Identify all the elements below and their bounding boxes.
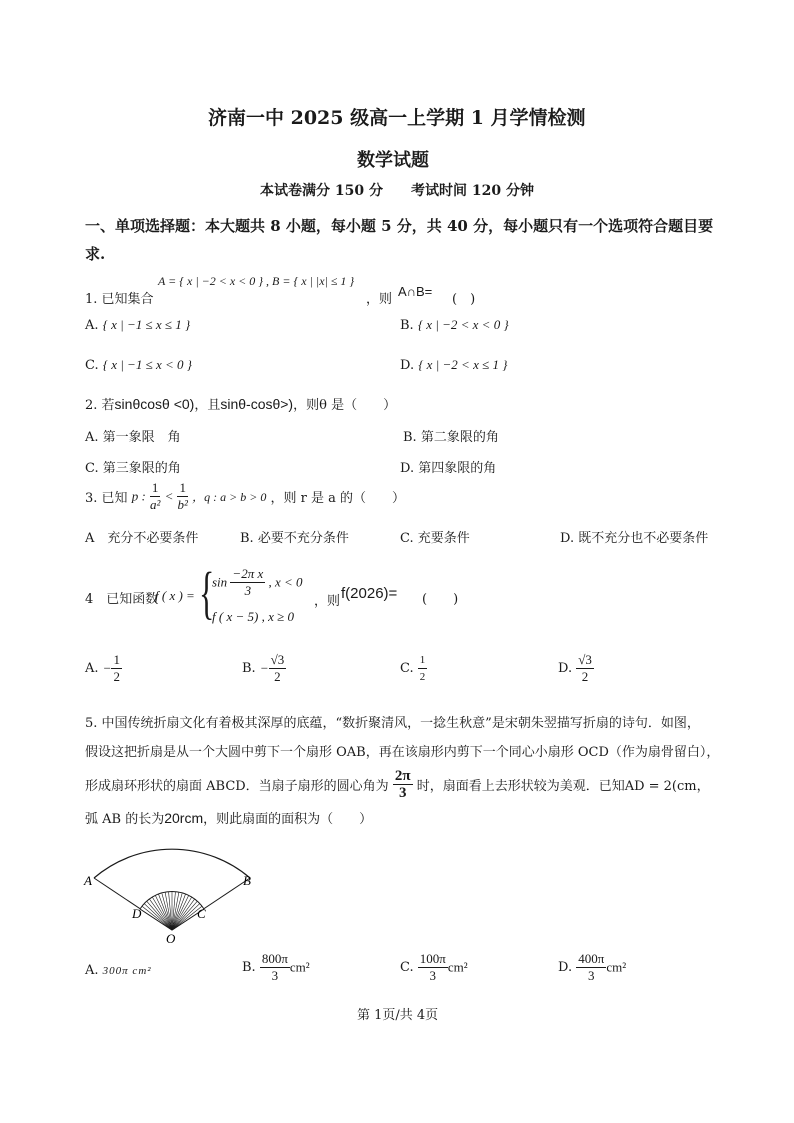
exam-title: 济南一中 2025 级高一上学期 1 月学情检测 [208, 107, 586, 129]
q3-option-c: C. 充要条件 [400, 531, 470, 546]
q2-option-d: D. 第四象限的角 [400, 461, 497, 476]
q1-option-b: B. { x | −2 < x < 0 } [400, 317, 509, 333]
q3-option-d: D. 既不充分也不必要条件 [560, 531, 709, 546]
q4-case2: f ( x − 5) , x ≥ 0 [212, 609, 294, 624]
q2-line: 2. 若sinθcosθ <0)，且sinθ-cosθ>)，则θ 是（ ） [85, 396, 397, 413]
q4-option-c: C. $\frac{1}{2}$ [400, 654, 426, 683]
label-b: B [243, 873, 251, 888]
q5-line3: 形成扇环形状的扇面 ABCD．当扇子扇形的圆心角为 $\frac{2\pi}{3}$ 时，扇面看上去形状较为美观．已知AD = 2(cm， [85, 768, 710, 801]
exam-subtitle: 数学试题 [357, 150, 429, 171]
q1-bracket: ( ) [452, 292, 476, 307]
q4-brace: { [199, 560, 215, 625]
q5-line1: 5. 中国传统折扇文化有着极其深厚的底蕴，“数折聚清风，一捻生秋意”是宋朝朱翌描写折扇的诗句．如图， [85, 716, 700, 731]
q2-option-c: C. 第三象限的角 [85, 461, 181, 476]
section-heading: 一、单项选择题：本大题共 8 小题，每小题 5 分，共 40 分，每小题只有一个选项符合题目要求. [85, 217, 714, 263]
q3-option-b: B. 必要不充分条件 [240, 531, 349, 546]
q4-case1: sin $\frac{\text{−2π x}}{3}$ , x < 0 [212, 566, 303, 598]
q5-option-c: C. $\frac{100\pi}{3}$ cm² [400, 951, 468, 983]
label-c: C [197, 906, 206, 921]
q3-option-a: A 充分不必要条件 [85, 531, 199, 546]
fan-figure [82, 834, 262, 946]
q1-suffix: ，则 [366, 292, 393, 307]
q5-line2: 假设这把折扇是从一个大圆中剪下一个扇形 OAB，再在该扇形内剪下一个同心小扇形 OCD（作为扇骨留白）， [85, 745, 720, 760]
q5-option-a: A. 300π cm² [85, 963, 152, 978]
q2-option-a: A. 第一象限 角 [85, 430, 181, 445]
q1-sets: A = { x | −2 < x < 0 } , B = { x | |x| ≤ 1 } [158, 274, 355, 288]
q1-prefix: 1. 已知集合 [85, 292, 154, 307]
q4-expr: f(2026)= [341, 585, 398, 602]
q1-option-a: A. { x | −1 ≤ x ≤ 1 } [85, 317, 191, 333]
q3-frac-1: $\frac{1}{\text{a²}}$ [149, 480, 161, 512]
label-o: O [166, 931, 176, 946]
q2-option-b: B. 第二象限的角 [403, 430, 499, 445]
page-footer: 第 1页/共 4页 [357, 1008, 439, 1023]
label-d: D [132, 906, 142, 921]
q4-suffix: ，则 [314, 594, 341, 609]
label-a: A [84, 873, 92, 888]
q4-option-b: B. − $\frac{√3}{2}$ [242, 652, 285, 684]
outer-arc [94, 849, 250, 878]
q5-line4: 弧 AB 的长为20rcm，则此扇面的面积为（ ） [85, 810, 373, 827]
q5-option-b: B. $\frac{800\pi}{3}$ cm² [242, 951, 310, 983]
q4-prefix: 4 已知函数 [85, 592, 159, 607]
q1-expr: A∩B= [398, 284, 433, 299]
exam-info: 本试卷满分 150 分 考试时间 120 分钟 [260, 183, 534, 199]
q4-option-a: A. − $\frac{1}{2}$ [85, 652, 120, 684]
q3-frac-2: $\frac{1}{\text{b²}}$ [177, 480, 188, 512]
q1-option-d: D. { x | −2 < x ≤ 1 } [400, 357, 508, 373]
q1-option-c: C. { x | −1 ≤ x < 0 } [85, 357, 192, 373]
q4-option-d: D. $\frac{√3}{2}$ [558, 652, 592, 684]
q5-option-d: D. $\frac{400\pi}{3}$ cm² [558, 951, 627, 983]
q4-fx: f ( x ) = [155, 588, 195, 603]
q4-bracket: ( ) [422, 592, 459, 607]
q3-line: 3. 已知 p : $\frac{1}{\text{a²}}$ < $\frac{1}{\text{b²}}$ ，q : a > b > 0 ，则 r 是 a 的（ ） [85, 480, 405, 512]
